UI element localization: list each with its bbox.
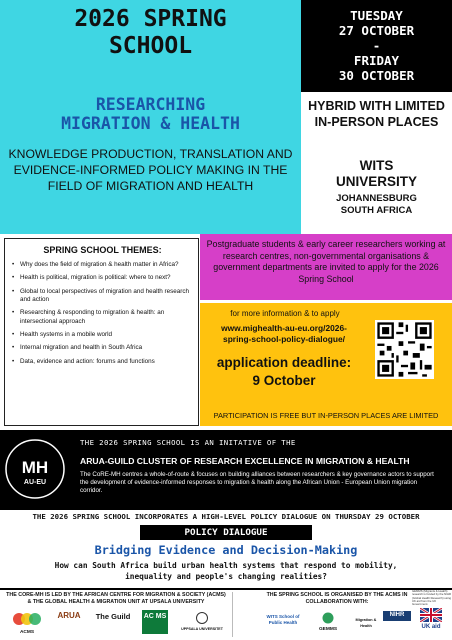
uppsala-seal-icon (195, 612, 209, 624)
apply-link-line-1[interactable]: www.mighealth-au-eu.org/2026- (221, 323, 347, 333)
end-date: 30 OCTOBER (338, 68, 415, 83)
start-day: TUESDAY (350, 8, 403, 23)
acms-logo: ACMS (10, 611, 44, 637)
theme-item: • Why does the field of migration & health matter in Africa? (11, 261, 197, 269)
deadline-date: 9 October (252, 373, 316, 388)
event-description: KNOWLEDGE PRODUCTION, TRANSLATION AND EVIDENCE-INFORMED POLICY MAKING IN THE FIELD OF MIGRATION AND HEALTH (8, 147, 293, 193)
university-name (301, 158, 452, 190)
apply-link-line-2[interactable]: spring-school-policy-dialogue/ (223, 334, 345, 344)
title-line-1: 2026 SPRING (74, 6, 227, 32)
themes-box (4, 238, 199, 426)
theme-item: • Health is political, migration is political: where to next? (11, 274, 197, 282)
policy-dialogue-heading: Bridging Evidence and Decision-Making (94, 543, 358, 557)
theme-item: • Researching & responding to migration & health: an intersectional approach (11, 309, 197, 325)
core-mh-logo (4, 438, 66, 500)
venue-country: SOUTH AFRICA (340, 205, 413, 216)
guild-logo: The Guild (95, 612, 131, 621)
logo-text: MH (21, 458, 49, 477)
initiative-intro: THE 2026 SPRING SCHOOL IS AN INITATIVE OF THE (80, 438, 296, 447)
uppsala-logo: UPPSALA UNIVERSITET (176, 612, 228, 636)
more-info-text: for more information & to apply (230, 309, 340, 318)
footer-column-divider (232, 592, 233, 637)
acms-box-logo: AC MS (136, 610, 174, 636)
university-line-1: WITS (359, 158, 394, 173)
initiative-band (0, 430, 452, 510)
gemms-logo: GEMMS (310, 612, 346, 636)
ukaid-logo: UK aid (414, 608, 448, 638)
deadline-label: application deadline: (216, 355, 352, 370)
apply-link[interactable] (204, 323, 364, 345)
logo-subtext: AU-EU (23, 479, 47, 486)
event-title (0, 6, 301, 60)
subtitle-line-1: RESEARCHING (95, 95, 206, 114)
themes-list (11, 261, 197, 371)
gemms-globe-icon (319, 612, 337, 624)
theme-item: • Data, evidence and action: forums and functions (11, 358, 197, 366)
footer-divider-line (0, 588, 452, 590)
nihr-logo: NIHR (383, 611, 411, 635)
footer-organiser-text: THE SPRING SCHOOL IS ORGANISED BY THE ACMS IN COLLABORATION WITH: (266, 592, 408, 605)
subtitle-line-2: MIGRATION & HEALTH (61, 114, 240, 133)
initiative-description: The CoRE-MH centres a whole-of-route & focuses on building alliances between researchers & key governance actors to support the development of evidence-informed responses to migration & health along the African Union - European Union migration corridor. (80, 471, 434, 495)
acms-logo-icon (10, 611, 44, 627)
date-separator: - (372, 38, 381, 53)
title-line-2: SCHOOL (108, 33, 193, 59)
university-line-2: UNIVERSITY (335, 174, 417, 189)
venue-location (301, 193, 452, 217)
event-subtitle (0, 95, 301, 133)
audience-box: Postgraduate students & early career researchers working at research centres, non-governmental organisations & government departments are invited to apply for the 2026 Spring School (200, 234, 452, 300)
arua-logo: ARUA (57, 611, 81, 620)
policy-dialogue-note: THE 2026 SPRING SCHOOL INCORPORATES A HIGH-LEVEL POLICY DIALOGUE ON THURSDAY 29 OCTOBER (32, 512, 420, 521)
themes-title: SPRING SCHOOL THEMES: (43, 245, 162, 255)
footer-lead-text: THE CORE-MH IS LED BY THE AFRICAN CENTRE FOR MIGRATION & SOCIETY (ACMS) & THE GLOBAL HEALTH & MIGRATION UNIT AT UPSALA UNIVERSITY (6, 592, 226, 605)
theme-item: • Global to local perspectives of migration and health research and action (11, 288, 197, 304)
apply-box (200, 303, 452, 426)
funding-note: GEMMS (Migrants & Health) research is funded by the NIHR (Global Health Research) using UK aid from the UK Government. (412, 589, 452, 607)
venue-panel (301, 92, 452, 234)
end-day: FRIDAY (353, 53, 400, 68)
qr-code-icon[interactable] (375, 320, 434, 379)
wits-sph-logo: WITS School of Public Health (266, 614, 300, 625)
migration-health-logo: Migration & Health (355, 618, 377, 628)
union-flag-icon (420, 608, 442, 622)
policy-dialogue-question: How can South Africa build urban health systems that respond to mobility, inequality and people's changing realities? (54, 561, 398, 581)
start-date: 27 OCTOBER (338, 23, 415, 38)
date-panel (301, 0, 452, 92)
policy-dialogue-label: POLICY DIALOGUE (140, 525, 312, 540)
initiative-title: ARUA-GUILD CLUSTER OF RESEARCH EXCELLENCE IN MIGRATION & HEALTH (80, 456, 410, 466)
header-panel (0, 0, 301, 234)
venue-city: JOHANNESBURG (336, 193, 417, 204)
theme-item: • Internal migration and health in South Africa (11, 344, 197, 352)
theme-item: • Health systems in a mobile world (11, 331, 197, 339)
attendance-mode: HYBRID WITH LIMITED IN-PERSON PLACES (308, 99, 445, 129)
participation-note: PARTICIPATION IS FREE BUT IN-PERSON PLACES ARE LIMITED (213, 411, 439, 420)
